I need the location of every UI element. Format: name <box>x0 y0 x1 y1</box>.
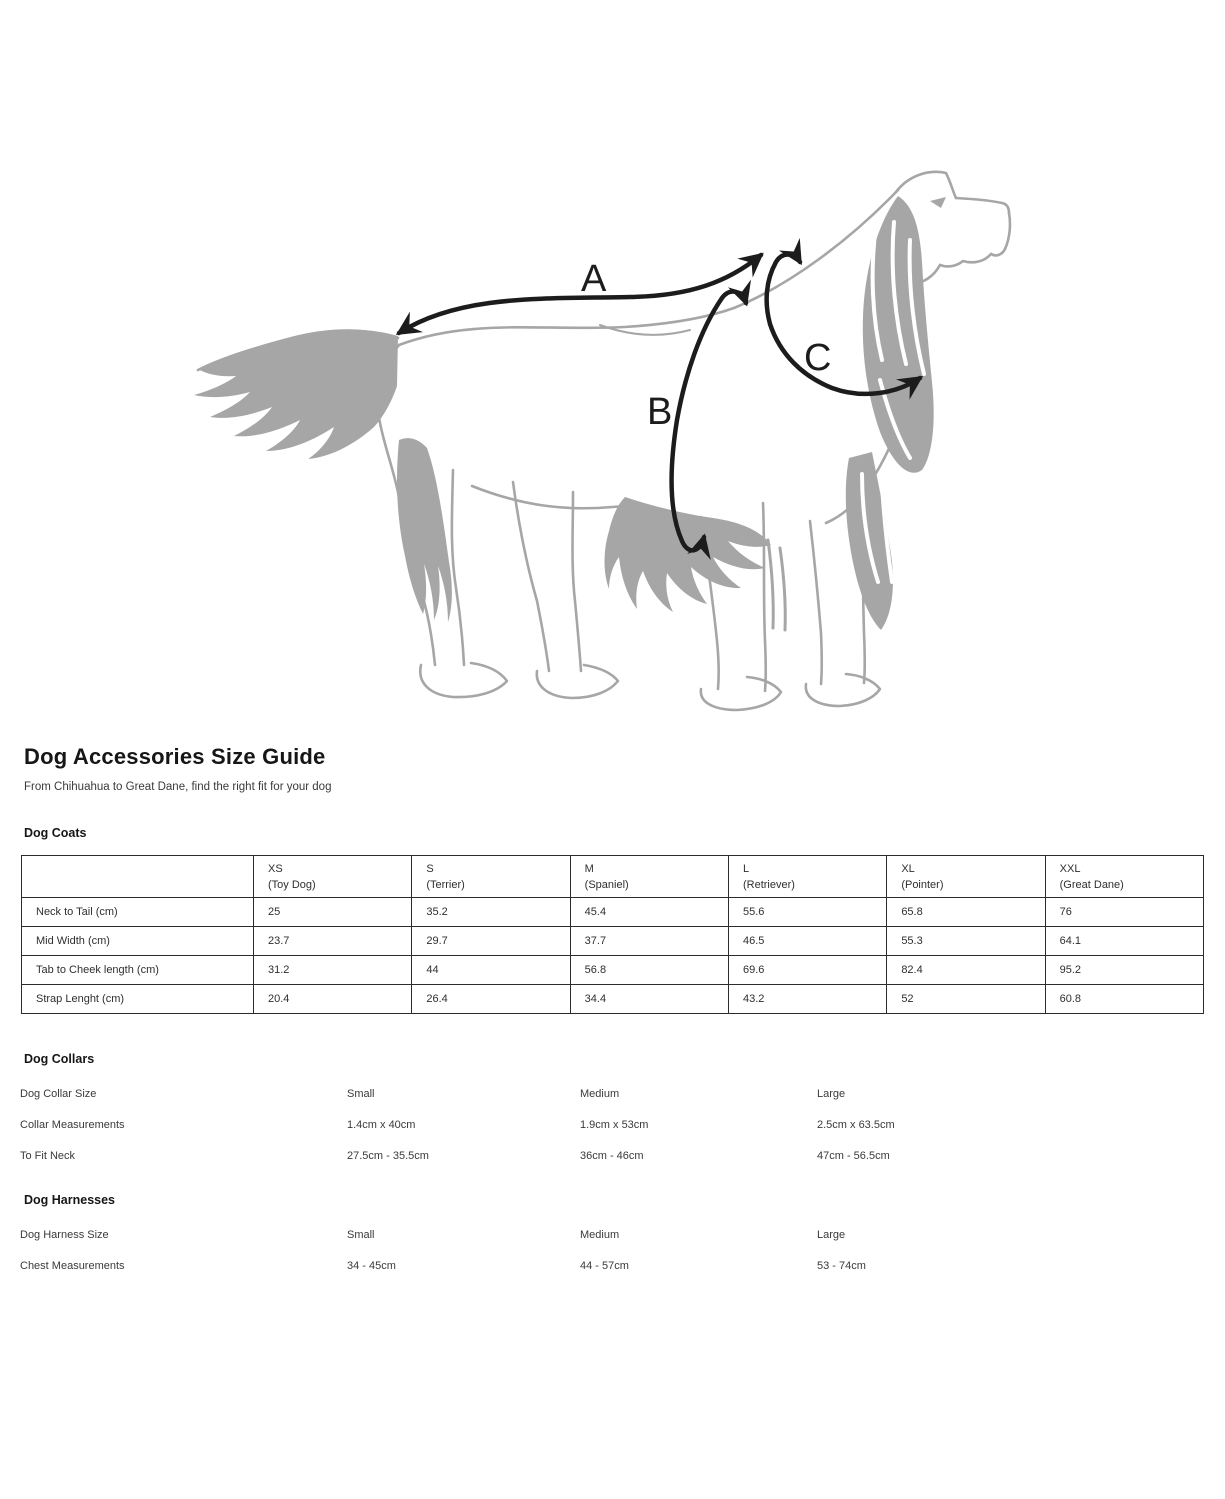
column-header-l <box>728 856 886 898</box>
table-row-strap-length <box>22 985 1204 1014</box>
size-code: L <box>742 862 750 875</box>
value-large: 47cm - 56.5cm <box>817 1150 890 1162</box>
table-cell: 76 <box>1045 898 1203 927</box>
table-cell: 69.6 <box>728 956 886 985</box>
table-cell: 34.4 <box>570 985 728 1014</box>
table-cell: 65.8 <box>887 898 1045 927</box>
size-code: XXL <box>1059 862 1081 875</box>
dog-harnesses-heading: Dog Harnesses <box>24 1193 116 1207</box>
measurement-label-a: A <box>581 258 607 300</box>
row-label: Dog Collar Size <box>20 1088 97 1100</box>
size-breed: (Spaniel) <box>584 878 629 891</box>
dog-diagram-svg <box>0 0 1225 742</box>
row-label: Strap Lenght (cm) <box>22 985 254 1014</box>
table-cell: 29.7 <box>412 927 570 956</box>
dog-measurement-illustration <box>0 0 1225 742</box>
collar-fit-neck-row <box>20 1145 1205 1176</box>
size-breed: (Retriever) <box>742 878 795 891</box>
size-breed: (Toy Dog) <box>268 878 316 891</box>
table-row-neck-to-tail <box>22 898 1204 927</box>
size-code: XL <box>901 862 915 875</box>
value-small: Small <box>347 1088 375 1100</box>
value-small: 1.4cm x 40cm <box>347 1119 416 1131</box>
column-header-s <box>412 856 570 898</box>
value-medium: 44 - 57cm <box>580 1260 629 1272</box>
value-large: 53 - 74cm <box>817 1260 866 1272</box>
table-cell: 64.1 <box>1045 927 1203 956</box>
table-cell: 95.2 <box>1045 956 1203 985</box>
row-label: Mid Width (cm) <box>22 927 254 956</box>
size-code: XS <box>268 862 283 875</box>
value-medium: Medium <box>580 1088 620 1100</box>
collar-measurements-row <box>20 1114 1205 1145</box>
table-row-mid-width <box>22 927 1204 956</box>
table-cell: 52 <box>887 985 1045 1014</box>
value-small: 27.5cm - 35.5cm <box>347 1150 429 1162</box>
table-cell: 56.8 <box>570 956 728 985</box>
table-cell: 20.4 <box>254 985 412 1014</box>
row-label: Collar Measurements <box>20 1119 125 1131</box>
table-row-tab-to-cheek <box>22 956 1204 985</box>
value-large: 2.5cm x 63.5cm <box>817 1119 895 1131</box>
table-cell: 60.8 <box>1045 985 1203 1014</box>
table-cell: 55.6 <box>728 898 886 927</box>
harness-chest-row <box>20 1255 1205 1286</box>
value-medium: Medium <box>580 1229 620 1241</box>
value-large: Large <box>817 1088 846 1100</box>
size-breed: (Terrier) <box>426 878 465 891</box>
measurement-arrow-b <box>672 292 746 551</box>
row-label: Tab to Cheek length (cm) <box>22 956 254 985</box>
value-small: 34 - 45cm <box>347 1260 396 1272</box>
size-breed: (Great Dane) <box>1059 878 1124 891</box>
table-cell: 23.7 <box>254 927 412 956</box>
value-medium: 1.9cm x 53cm <box>580 1119 649 1131</box>
table-cell: 82.4 <box>887 956 1045 985</box>
table-cell: 31.2 <box>254 956 412 985</box>
value-small: Small <box>347 1229 375 1241</box>
table-header-row <box>22 856 1204 898</box>
column-header-xxl <box>1045 856 1203 898</box>
table-cell: 44 <box>412 956 570 985</box>
size-breed: (Pointer) <box>901 878 944 891</box>
page-subtitle: From Chihuahua to Great Dane, find the right fit for your dog <box>24 781 332 793</box>
collar-size-row <box>20 1083 1205 1114</box>
dog-fur <box>194 196 946 630</box>
table-cell: 26.4 <box>412 985 570 1014</box>
measurement-label-c: C <box>804 337 832 379</box>
size-code: M <box>584 862 594 875</box>
column-header-xs <box>254 856 412 898</box>
header-spacer-cell <box>22 856 254 898</box>
table-cell: 43.2 <box>728 985 886 1014</box>
column-header-xl <box>887 856 1045 898</box>
table-cell: 46.5 <box>728 927 886 956</box>
table-cell: 37.7 <box>570 927 728 956</box>
dog-coats-heading: Dog Coats <box>24 826 87 840</box>
dog-collars-section <box>20 1083 1205 1176</box>
dog-coats-table <box>21 855 1204 1014</box>
measurement-label-b: B <box>647 391 673 433</box>
value-medium: 36cm - 46cm <box>580 1150 644 1162</box>
harness-size-row <box>20 1224 1205 1255</box>
row-label: Dog Harness Size <box>20 1229 109 1241</box>
table-cell: 55.3 <box>887 927 1045 956</box>
dog-harnesses-section <box>20 1224 1205 1286</box>
size-code: S <box>426 862 434 875</box>
page-title: Dog Accessories Size Guide <box>24 744 326 769</box>
table-cell: 25 <box>254 898 412 927</box>
row-label: Neck to Tail (cm) <box>22 898 254 927</box>
table-cell: 35.2 <box>412 898 570 927</box>
dog-collars-heading: Dog Collars <box>24 1052 95 1066</box>
row-label: To Fit Neck <box>20 1150 76 1162</box>
row-label: Chest Measurements <box>20 1260 125 1272</box>
table-cell: 45.4 <box>570 898 728 927</box>
value-large: Large <box>817 1229 846 1241</box>
column-header-m <box>570 856 728 898</box>
